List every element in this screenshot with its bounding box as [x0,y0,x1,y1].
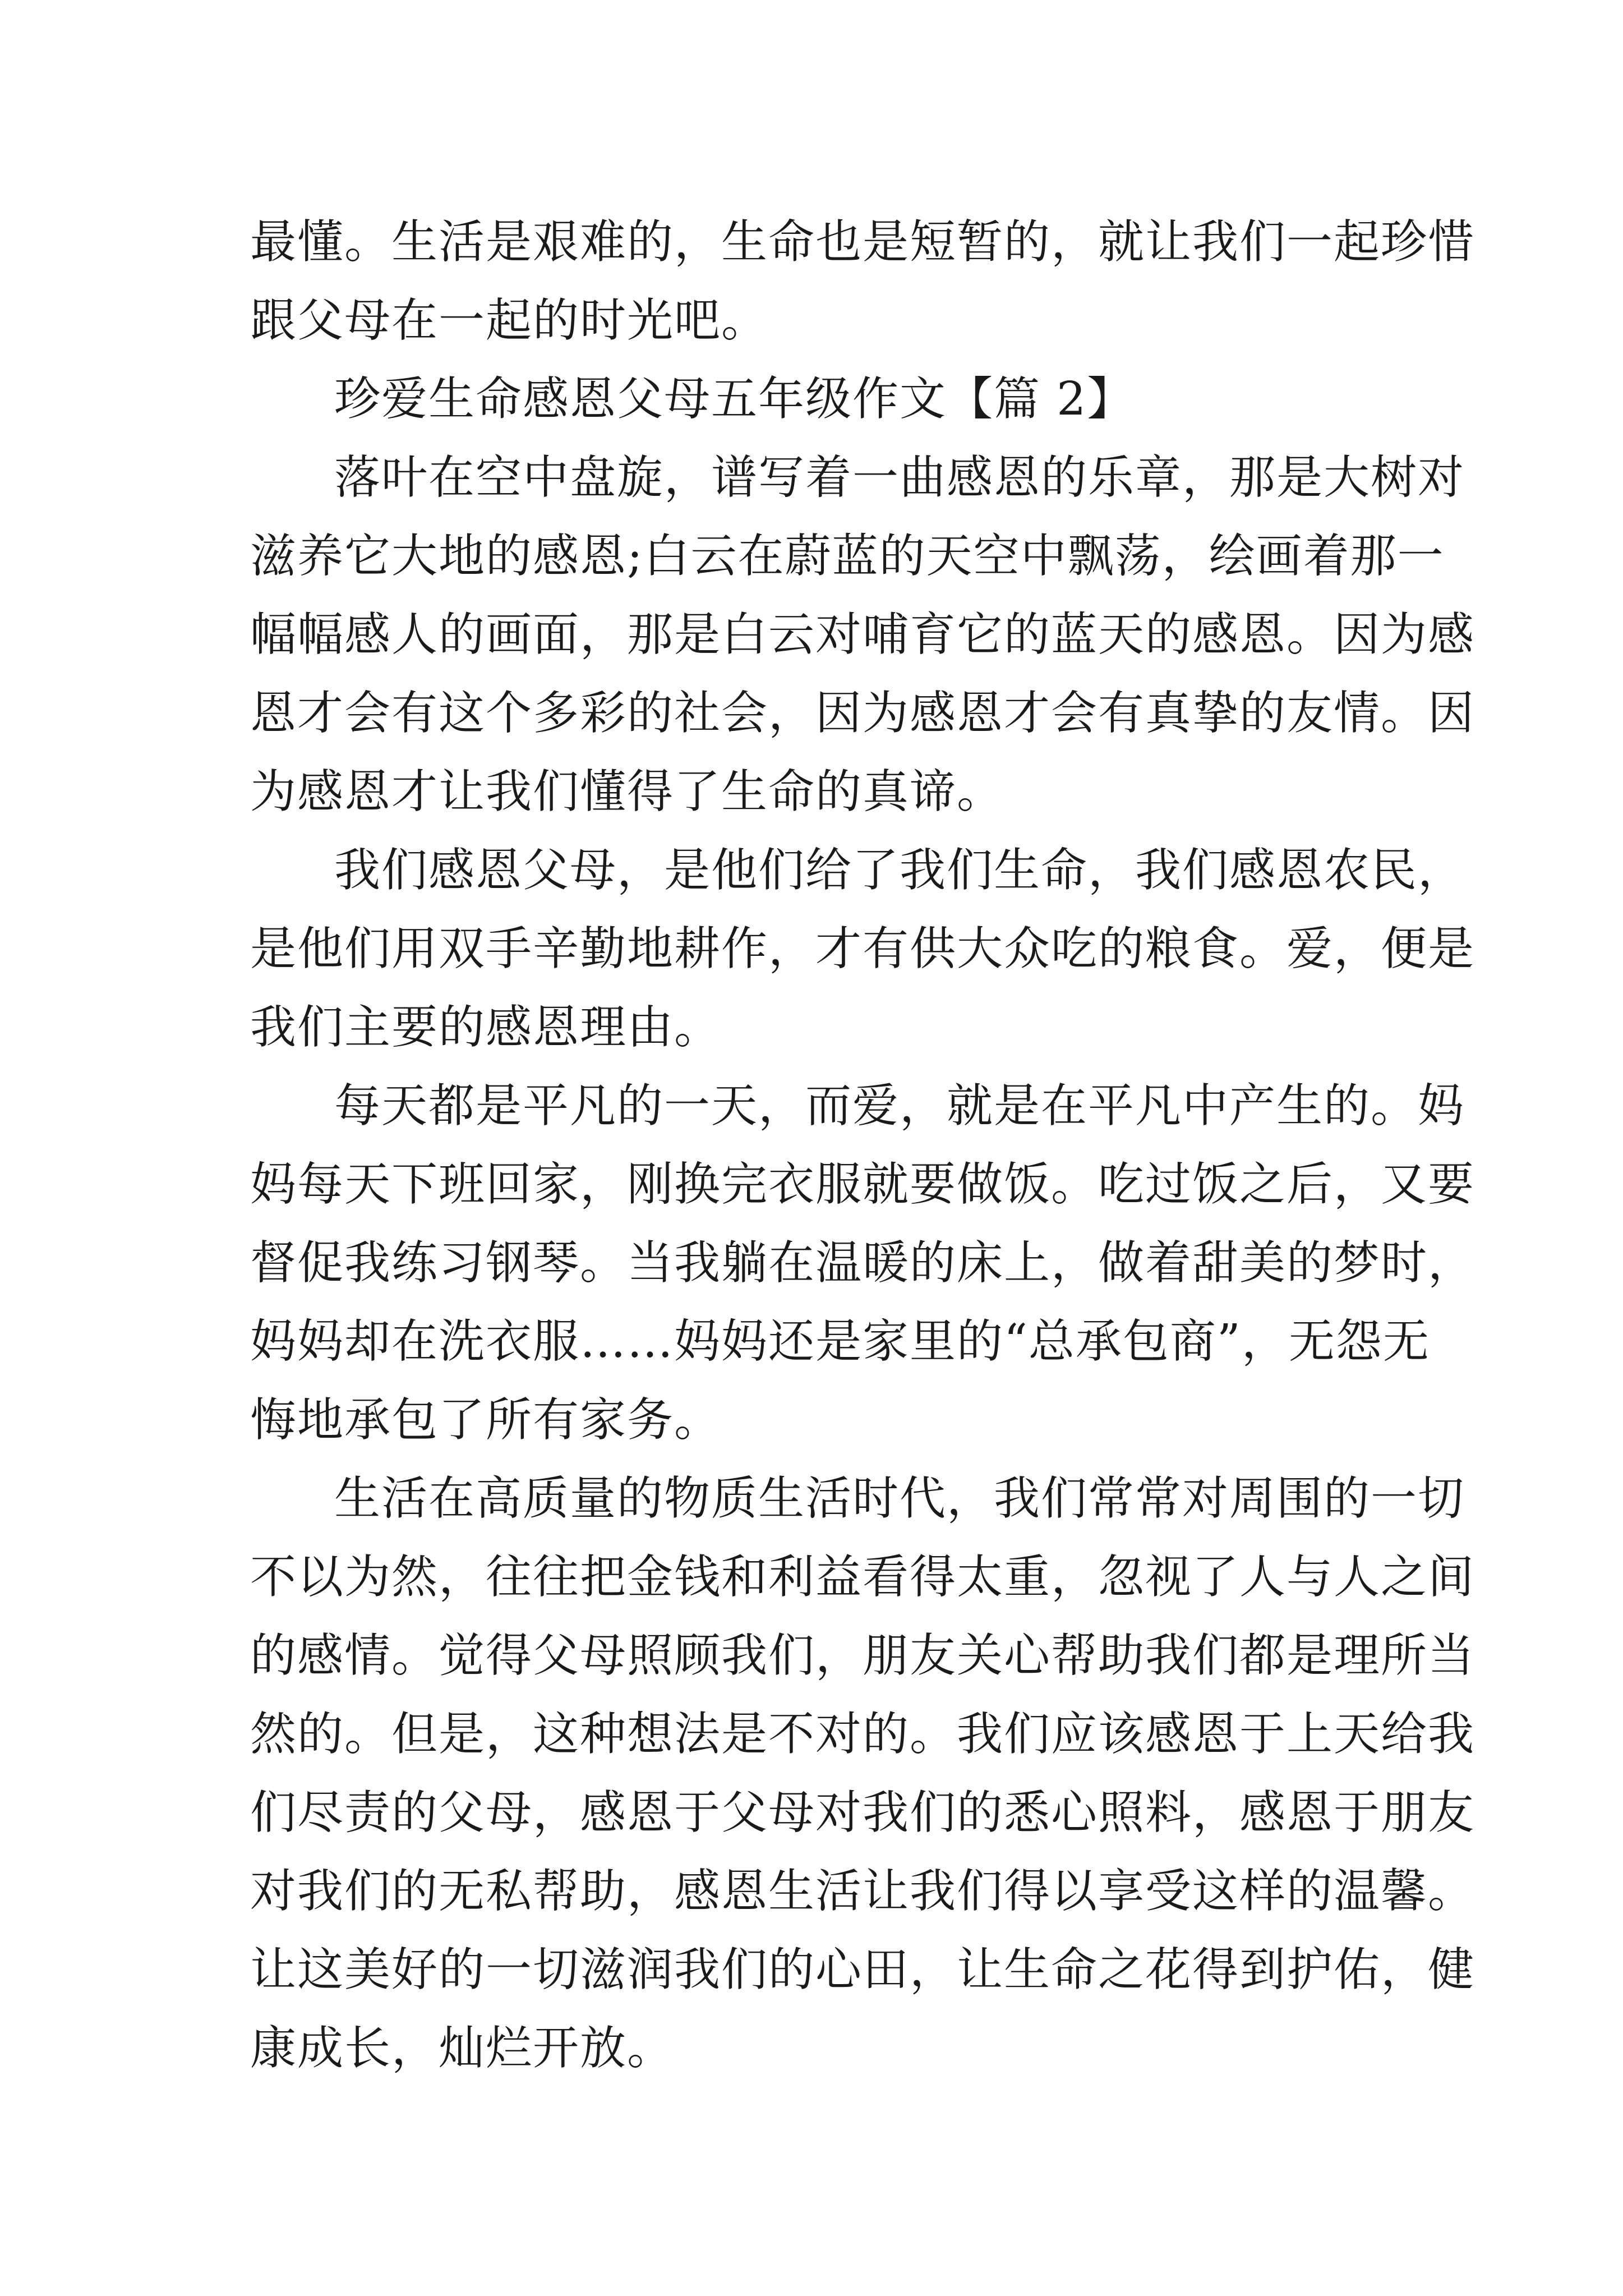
text-line: 不以为然，往往把金钱和利益看得太重，忽视了人与人之间 [250,1550,1476,1604]
text-line: 我们主要的感恩理由。 [250,1001,722,1054]
text-line: 们尽责的父母，感恩于父母对我们的悉心照料，感恩于朋友 [250,1786,1476,1839]
text-line: 落叶在空中盘旋，谱写着一曲感恩的乐章，那是大树对 [334,451,1465,504]
text-line: 滋养它大地的感恩;白云在蔚蓝的天空中飘荡，绘画着那一 [250,530,1445,583]
text-line: 是他们用双手辛勤地耕作，才有供大众吃的粮食。爱，便是 [250,922,1476,976]
text-line: 康成长，灿烂开放。 [250,2022,675,2075]
text-line: 恩才会有这个多彩的社会，因为感恩才会有真挚的友情。因 [250,687,1476,740]
text-line: 生活在高质量的物质生活时代，我们常常对周围的一切 [334,1472,1465,1525]
text-line: 我们感恩父母，是他们给了我们生命，我们感恩农民， [334,844,1465,897]
text-line: 对我们的无私帮助，感恩生活让我们得以享受这样的温馨。 [250,1865,1476,1918]
section-heading: 珍爱生命感恩父母五年级作文【篇 2】 [334,372,1135,426]
text-line: 悔地承包了所有家务。 [250,1393,722,1447]
text-line: 让这美好的一切滋润我们的心田，让生命之花得到护佑，健 [250,1943,1476,1996]
text-line: 每天都是平凡的一天，而爱，就是在平凡中产生的。妈 [334,1079,1465,1133]
text-line: 然的。但是，这种想法是不对的。我们应该感恩于上天给我 [250,1708,1476,1761]
text-line: 的感情。觉得父母照顾我们，朋友关心帮助我们都是理所当 [250,1629,1476,1682]
text-line: 跟父母在一起的时光吧。 [250,294,769,347]
text-line: 妈每天下班回家，刚换完衣服就要做饭。吃过饭之后，又要 [250,1158,1476,1211]
text-line: 幅幅感人的画面，那是白云对哺育它的蓝天的感恩。因为感 [250,608,1476,661]
text-line: 最懂。生活是艰难的，生命也是短暂的，就让我们一起珍惜 [250,215,1476,269]
text-line: 妈妈却在洗衣服……妈妈还是家里的“总承包商”，无怨无 [250,1315,1430,1368]
text-line: 为感恩才让我们懂得了生命的真谛。 [250,765,1004,818]
text-line: 督促我练习钢琴。当我躺在温暖的床上，做着甜美的梦时， [250,1236,1476,1290]
